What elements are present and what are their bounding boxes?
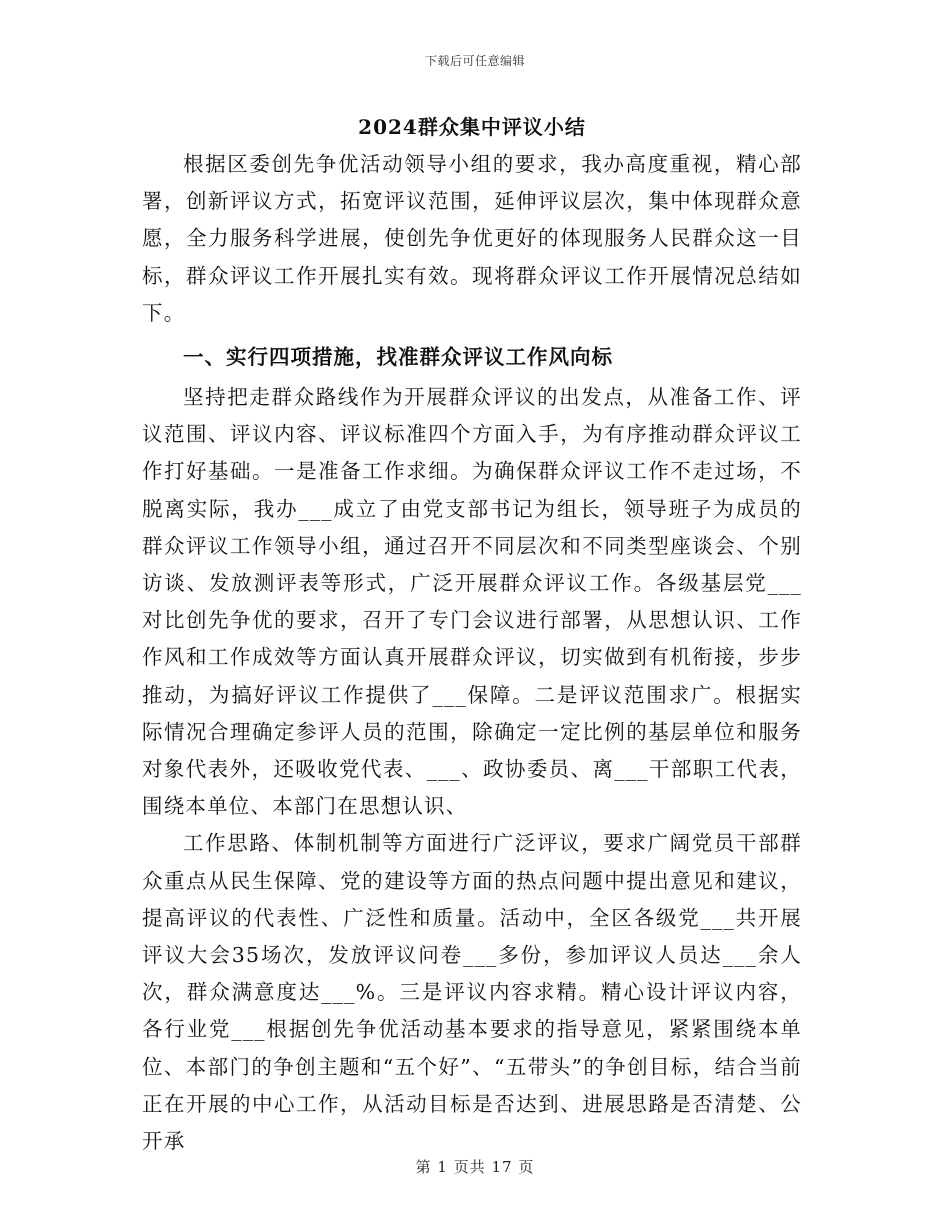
section-paragraph-2: 工作思路、体制机制等方面进行广泛评议，要求广阔党员干部群众重点从民生保障、党的建设等方面的热点问题中提出意见和建议，提高评议的代表性、广泛性和质量。活动中，全区各级党___共开展评议大会35场次，发放评议问卷___多份，参加评议人员达___余人次，群众满意度达___%。三是评议内容求精。精心设计评议内容，各行业党___根据创先争优活动基本要求的指导意见，紧紧围绕本单位、本部门的争创主题和“五个好”、“五带头”的争创目标，结合当前正在开展的中心工作，从活动目标是否达到、进展思路是否清楚、公开承 — [142, 831, 802, 1154]
section-paragraph-1: 坚持把走群众路线作为开展群众评议的出发点，从准备工作、评议范围、评议内容、评议标准四个方面入手，为有序推动群众评议工作打好基础。一是准备工作求细。为确保群众评议工作不走过场，不脱离实际，我办___成立了由党支部书记为组长，领导班子为成员的群众评议工作领导小组，通过召开不同层次和不同类型座谈会、个别访谈、发放测评表等形式，广泛开展群众评议工作。各级基层党___对比创先争优的要求，召开了专门会议进行部署，从思想认识、工作作风和工作成效等方面认真开展群众评议，切实做到有机衔接，步步推动，为搞好评议工作提供了___保障。二是评议范围求广。根据实际情况合理确定参评人员的范围，除确定一定比例的基层单位和服务对象代表外，还吸收党代表、___、政协委员、离___干部职工代表，围绕本单位、本部门在思想认识、 — [142, 385, 802, 819]
intro-paragraph: 根据区委创先争优活动领导小组的要求，我办高度重视，精心部署，创新评议方式，拓宽评议范围，延伸评议层次，集中体现群众意愿，全力服务科学进展，使创先争优更好的体现服务人民群众这一目标，群众评议工作开展扎实有效。现将群众评议工作开展情况总结如下。 — [142, 152, 802, 325]
document-title: 2024群众集中评议小结 — [358, 115, 586, 139]
section-heading: 一、实行四项措施，找准群众评议工作风向标 — [183, 345, 613, 370]
page-number: 第 1 页共 17 页 — [415, 1158, 535, 1176]
header-note: 下载后可任意编辑 — [424, 54, 525, 68]
document-body — [142, 108, 802, 1160]
